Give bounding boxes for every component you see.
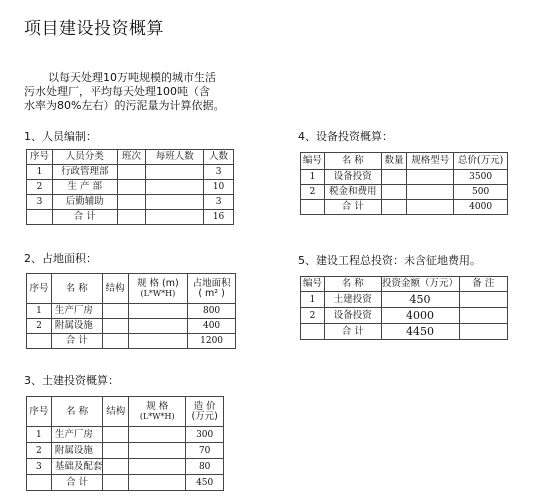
cell-name: 生产厂房 <box>51 427 103 443</box>
intro-line-3: 水率为80%左右）的污泥量为计算依据。 <box>24 99 225 112</box>
total-label: 合 计 <box>51 475 103 491</box>
area-heading: 2、占地面积： <box>24 252 97 265</box>
col-header: 序号 <box>27 150 53 165</box>
cell-spec <box>129 443 186 459</box>
cell-price: 3500 <box>454 170 508 185</box>
cell-name: 税金和费用 <box>324 185 381 200</box>
table-total-row <box>301 200 508 215</box>
intro-line-1: 以每天处理10万吨规模的城市生活 <box>48 71 216 84</box>
cell-spec <box>129 459 186 475</box>
cell-count: 3 <box>204 165 234 180</box>
col-header: 名 称 <box>324 153 381 170</box>
cell-area: 800 <box>188 304 236 319</box>
cell-name: 基础及配套 <box>51 459 103 475</box>
cell-name: 生 产 部 <box>52 180 117 195</box>
cell-struct <box>102 319 128 334</box>
cell-spec <box>128 304 188 319</box>
cell-note <box>459 308 508 324</box>
col-header: 备 注 <box>459 277 508 292</box>
table-header-row <box>27 274 236 304</box>
col-header: 数量 <box>381 153 407 170</box>
cell-spec <box>129 427 186 443</box>
cell-no: 2 <box>27 319 52 334</box>
cell-shift <box>117 165 146 180</box>
cell-no: 1 <box>301 170 325 185</box>
cell-no: 1 <box>27 165 53 180</box>
table-row <box>301 308 508 324</box>
col-header: 编号 <box>301 277 325 292</box>
cell-amount: 4000 <box>381 308 459 324</box>
col-header: 序号 <box>27 397 52 427</box>
staffing-table <box>26 149 234 225</box>
total-count: 16 <box>204 210 234 225</box>
cell-per-shift <box>146 195 204 210</box>
cell-name: 设备投资 <box>324 308 381 324</box>
total-label: 合 计 <box>324 200 381 215</box>
civil-table <box>26 396 224 491</box>
page-title: 项目建设投资概算 <box>24 19 164 39</box>
table-header-row <box>301 153 508 170</box>
cell-name: 附属设施 <box>51 443 103 459</box>
col-header: 名 称 <box>324 277 381 292</box>
cell-no: 1 <box>301 292 325 308</box>
col-header: 序号 <box>27 274 52 304</box>
cell-qty <box>381 185 407 200</box>
cell-name: 附属设施 <box>51 319 102 334</box>
table-row <box>301 170 508 185</box>
total-amount: 4450 <box>381 324 459 340</box>
table-row <box>301 185 508 200</box>
table-row <box>27 319 236 334</box>
table-row <box>27 165 234 180</box>
cell-struct <box>103 443 129 459</box>
cell-name: 后勤辅助 <box>52 195 117 210</box>
table-row <box>27 427 224 443</box>
col-header: 总价(万元) <box>454 153 508 170</box>
col-header: 规格型号 <box>407 153 454 170</box>
cell-per-shift <box>146 165 204 180</box>
table-total-row <box>27 475 224 491</box>
cell-qty <box>381 170 407 185</box>
total-area: 1200 <box>188 334 236 349</box>
total-label: 合 计 <box>52 210 117 225</box>
cell-name: 设备投资 <box>324 170 381 185</box>
table-row <box>27 195 234 210</box>
table-row <box>27 459 224 475</box>
col-header: 名 称 <box>51 397 103 427</box>
cell-count: 10 <box>204 180 234 195</box>
cell-cost: 80 <box>186 459 224 475</box>
col-header: 人数 <box>204 150 234 165</box>
total-label: 合 计 <box>51 334 102 349</box>
col-header: 结构 <box>103 397 129 427</box>
table-row <box>27 180 234 195</box>
cell-count: 3 <box>204 195 234 210</box>
table-total-row <box>27 334 236 349</box>
area-table <box>26 273 236 349</box>
cell-no: 2 <box>301 308 325 324</box>
equipment-table <box>300 152 508 215</box>
table-total-row <box>301 324 508 340</box>
cell-no: 1 <box>27 427 52 443</box>
cell-no: 1 <box>27 304 52 319</box>
table-header-row <box>301 277 508 292</box>
cell-struct <box>103 427 129 443</box>
total-price: 4000 <box>454 200 508 215</box>
total-investment-table <box>300 276 508 340</box>
equipment-heading: 4、设备投资概算： <box>298 130 393 143</box>
civil-heading: 3、土建投资概算： <box>24 374 119 387</box>
col-header-cost: 造 价 (万元) <box>186 397 224 427</box>
cell-name: 土建投资 <box>324 292 381 308</box>
staffing-heading: 1、人员编制： <box>24 130 97 143</box>
cell-no: 3 <box>27 195 53 210</box>
cell-amount: 450 <box>381 292 459 308</box>
col-header: 投资金额（万元） <box>381 277 459 292</box>
table-row <box>27 304 236 319</box>
cell-shift <box>117 195 146 210</box>
col-header: 结构 <box>102 274 128 304</box>
cell-price: 500 <box>454 185 508 200</box>
cell-per-shift <box>146 180 204 195</box>
table-row <box>27 443 224 459</box>
cell-cost: 300 <box>186 427 224 443</box>
col-header-area: 占地面积 ( m² ) <box>188 274 236 304</box>
col-header: 名 称 <box>51 274 102 304</box>
table-total-row <box>27 210 234 225</box>
cell-model <box>407 170 454 185</box>
col-header: 班次 <box>117 150 146 165</box>
cell-area: 400 <box>188 319 236 334</box>
cell-cost: 70 <box>186 443 224 459</box>
table-row <box>301 292 508 308</box>
col-header: 每班人数 <box>146 150 204 165</box>
total-investment-heading: 5、建设工程总投资：未含征地费用。 <box>298 254 481 267</box>
total-cost: 450 <box>186 475 224 491</box>
cell-no: 3 <box>27 459 52 475</box>
col-header: 人员分类 <box>52 150 117 165</box>
intro-paragraph <box>24 71 264 113</box>
cell-name: 生产厂房 <box>51 304 102 319</box>
cell-shift <box>117 180 146 195</box>
cell-struct <box>103 459 129 475</box>
col-header: 编号 <box>301 153 325 170</box>
cell-spec <box>128 319 188 334</box>
cell-no: 2 <box>301 185 325 200</box>
intro-line-2: 污水处理厂，平均每天处理100吨（含 <box>24 85 210 98</box>
cell-name: 行政管理部 <box>52 165 117 180</box>
cell-no: 2 <box>27 443 52 459</box>
total-label: 合 计 <box>324 324 381 340</box>
table-header-row <box>27 397 224 427</box>
cell-note <box>459 292 508 308</box>
table-header-row <box>27 150 234 165</box>
col-header-spec: 规 格 (L*W*H) <box>129 397 186 427</box>
cell-no: 2 <box>27 180 53 195</box>
cell-struct <box>102 304 128 319</box>
cell-model <box>407 185 454 200</box>
total-note <box>459 324 508 340</box>
col-header-spec: 规 格 (m) (L*W*H) <box>128 274 188 304</box>
